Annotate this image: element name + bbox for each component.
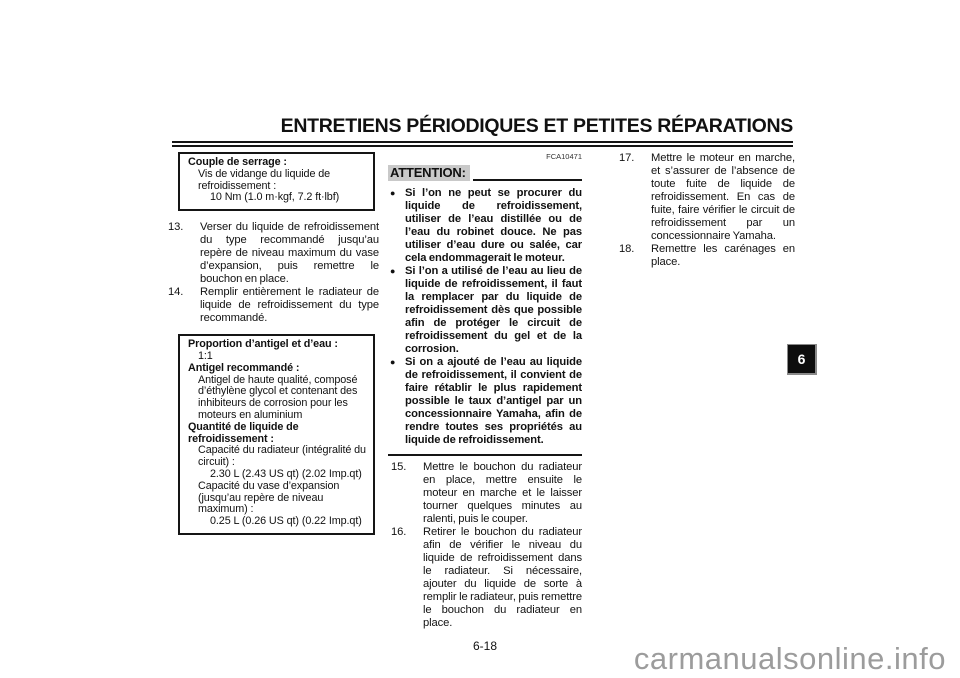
reference-code: FCA10471 bbox=[546, 152, 582, 161]
middle-column bbox=[388, 152, 582, 653]
spec-box-line: Capacité du vase d’expansion (jusqu’au repère de niveau maximum) : bbox=[198, 479, 340, 516]
list-item-text: Retirer le bouchon du radiateur afin de vérifier le niveau du liquide de refroidissement dans le radiateur. Si nécessaire, ajouter du liquide de sorte à remplir le radiateur, puis remettre le bouchon du radiateur en place. bbox=[423, 526, 582, 629]
list-item-number: 14. bbox=[168, 286, 184, 299]
right-column bbox=[616, 152, 795, 269]
bullet-icon: ● bbox=[390, 266, 396, 276]
bullet-text: Si on a ajouté de l’eau au liquide de refroidissement, il convient de faire rétablir le plus rapidement possible le taux d’antigel par un concessionnaire Yamaha, afin de rendre toutes ses propriétés au liquide de refroidissement. bbox=[405, 356, 582, 446]
bullet-icon: ● bbox=[390, 357, 396, 367]
bullet-text: Si l’on ne peut se procurer du liquide de refroidissement, utiliser de l’eau distillée ou de l’eau du robinet douce. Ne pas utiliser d’eau dure ou salée, car cela endommagerait le moteur. bbox=[405, 187, 582, 264]
bullet-icon: ● bbox=[390, 188, 396, 198]
spec-box-heading: Proportion d’antigel et d’eau : bbox=[188, 338, 338, 351]
coolant-spec-box bbox=[178, 334, 375, 535]
attention-header bbox=[388, 165, 582, 181]
list-item-text: Mettre le moteur en marche, et s’assurer de l’absence de toute fuite de liquide de refroidissement. En cas de fuite, faire vérifier le circuit de refroidissement par un concessionnaire Yamaha. bbox=[651, 152, 795, 242]
spec-box-value: 10 Nm (1.0 m·kgf, 7.2 ft·lbf) bbox=[210, 191, 340, 204]
spec-box-heading: Antigel recommandé : bbox=[188, 361, 300, 374]
list-item-number: 18. bbox=[619, 243, 635, 255]
list-item-16 bbox=[388, 526, 582, 630]
list-item-text: Remettre les carénages en place. bbox=[651, 243, 795, 268]
attention-label: ATTENTION: bbox=[388, 165, 470, 181]
list-item-15 bbox=[388, 461, 582, 526]
list-item-text: Mettre le bouchon du radiateur en place, mettre ensuite le moteur en marche et le laisser tourner quelques minutes au ralenti, puis le couper. bbox=[423, 461, 582, 525]
list-item-17 bbox=[616, 152, 795, 243]
page-number: 6-18 bbox=[472, 639, 498, 653]
spec-box-line: Antigel de haute qualité, composé d’éthylène glycol et contenant des inhibiteurs de corrosion pour les moteurs en aluminium bbox=[198, 373, 358, 421]
list-item-number: 16. bbox=[391, 526, 407, 538]
spec-box-value: 2.30 L (2.43 US qt) (2.02 Imp.qt) bbox=[210, 467, 362, 480]
attention-underline bbox=[473, 166, 582, 181]
spec-box-heading: Couple de serrage : bbox=[188, 156, 287, 168]
list-item-number: 13. bbox=[168, 221, 184, 234]
attention-bullet-3 bbox=[388, 356, 582, 447]
left-column bbox=[165, 152, 379, 535]
attention-bullet-2 bbox=[388, 265, 582, 356]
watermark: carmanualsonline.info bbox=[633, 641, 946, 676]
spec-box-value: 0.25 L (0.26 US qt) (0.22 Imp.qt) bbox=[210, 515, 362, 528]
spec-box-heading: Quantité de liquide de refroidissement : bbox=[188, 420, 299, 445]
list-item-number: 17. bbox=[619, 152, 635, 164]
list-item-14 bbox=[165, 286, 379, 325]
spec-box-line: Capacité du radiateur (intégralité du circuit) : bbox=[198, 444, 366, 469]
spec-box-value: 1:1 bbox=[198, 349, 213, 362]
page-title: ENTRETIENS PÉRIODIQUES ET PETITES RÉPARATIONS bbox=[280, 115, 793, 137]
attention-bullet-1 bbox=[388, 187, 582, 265]
spec-box-line: Vis de vidange du liquide de refroidissement : bbox=[198, 167, 331, 192]
list-item-18 bbox=[616, 243, 795, 269]
list-item-13 bbox=[165, 221, 379, 286]
list-item-text: Verser du liquide de refroidissement du type recommandé jusqu’au repère de niveau maximum du vase d’expansion, puis remettre le bouchon en place. bbox=[200, 221, 379, 286]
bullet-text: Si l’on a utilisé de l’eau au lieu de liquide de refroidissement, il faut la remplacer par du liquide de refroidissement dès que possible afin de protéger le circuit de refroidissement du gel et de la corrosion. bbox=[405, 265, 582, 355]
torque-spec-box bbox=[178, 152, 375, 211]
title-double-rule bbox=[172, 141, 793, 147]
attention-end-rule bbox=[388, 454, 582, 456]
list-item-number: 15. bbox=[391, 461, 407, 473]
list-item-text: Remplir entièrement le radiateur de liquide de refroidissement du type recommandé. bbox=[200, 286, 379, 325]
chapter-tab: 6 bbox=[787, 344, 817, 375]
